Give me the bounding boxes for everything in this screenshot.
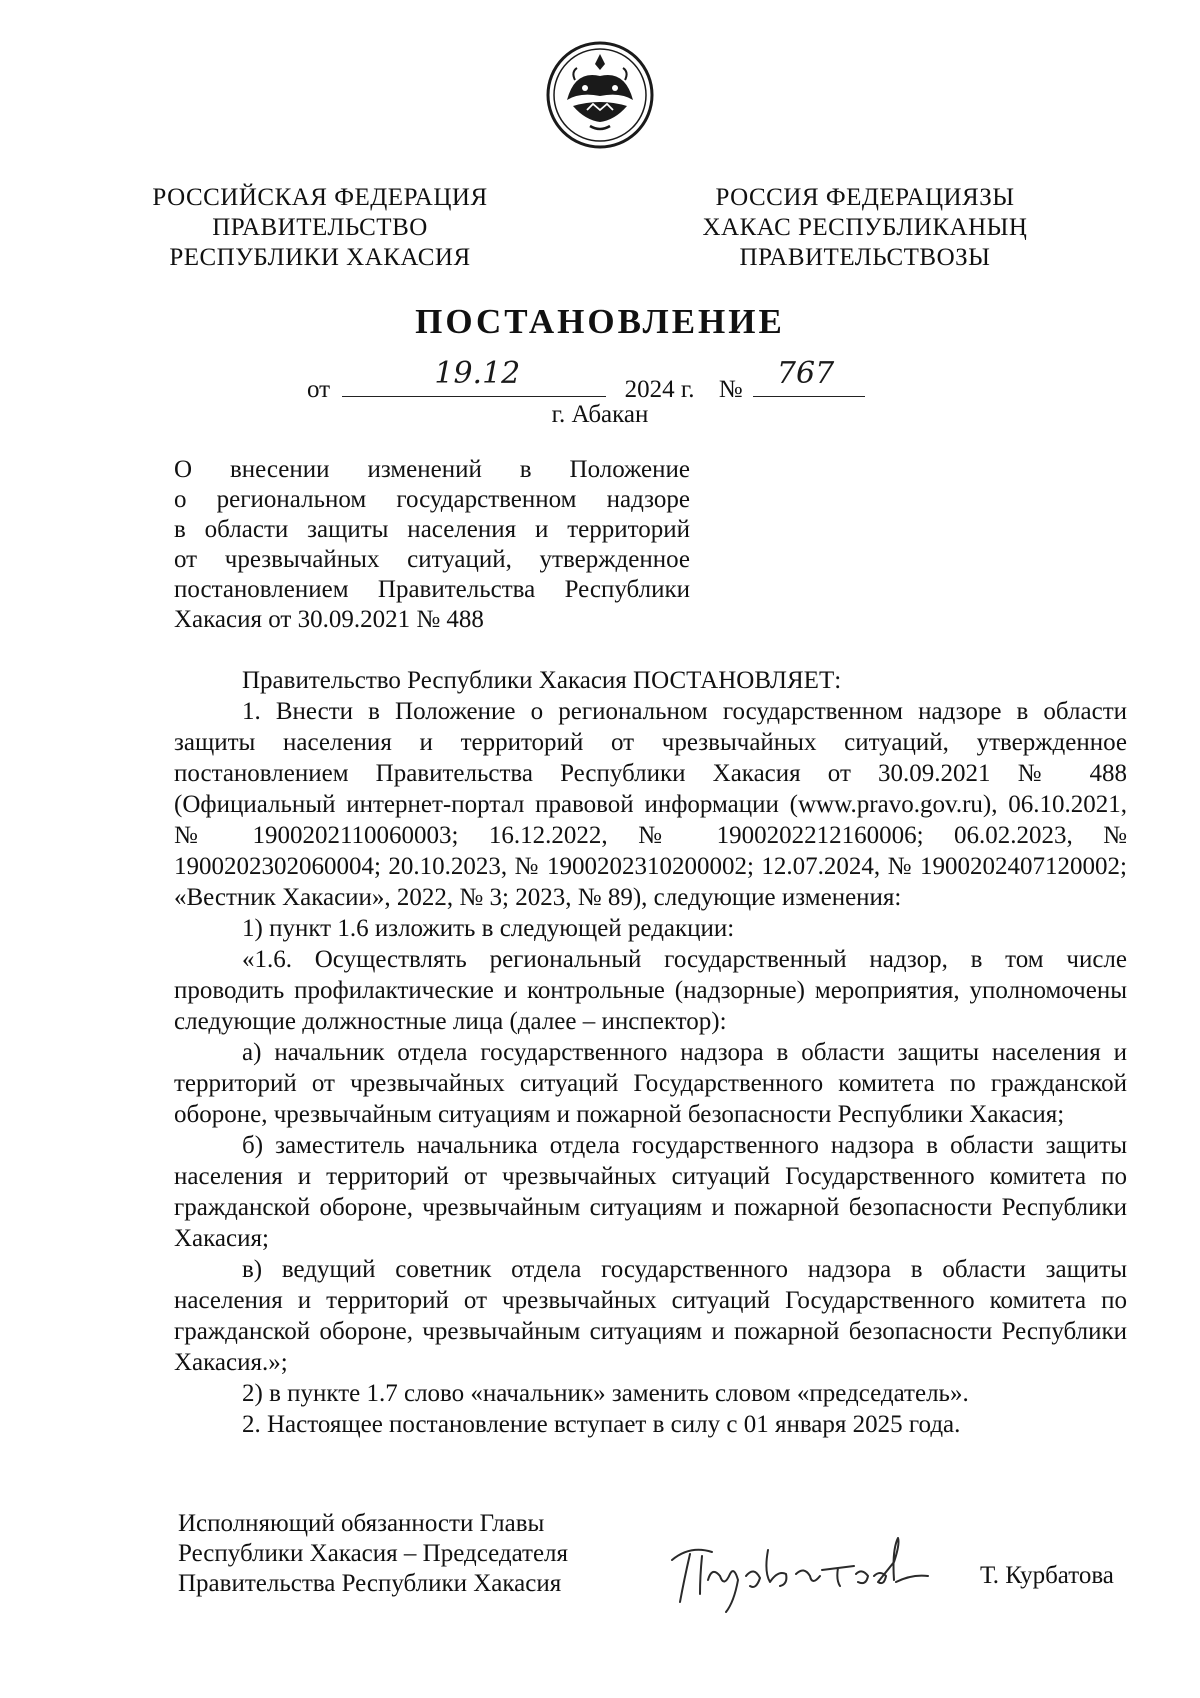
header-right xyxy=(665,183,1065,273)
number-blank xyxy=(753,356,865,397)
document-subject xyxy=(174,455,690,635)
handwritten-signature xyxy=(650,1510,950,1620)
body-paragraph: «1.6. Осуществлять региональный государственный надзор, в том числе проводить профилактические и контрольные (надзорные) мероприятия, уполномочены следующие должностные лица (далее – инспектор): xyxy=(174,946,1127,1035)
header-right-line: РОССИЯ ФЕДЕРАЦИЯЗЫ xyxy=(715,184,1015,211)
date-line xyxy=(307,356,865,404)
document-title: ПОСТАНОВЛЕНИЕ xyxy=(415,302,785,341)
date-year: 2024 г. xyxy=(624,376,695,403)
handwritten-date: 19.12 xyxy=(434,356,521,391)
body-paragraph: 2) в пункте 1.7 слово «начальник» заменить словом «председатель». xyxy=(242,1380,969,1407)
signatory-line: Исполняющий обязанности Главы xyxy=(178,1510,545,1537)
body-paragraph: а) начальник отдела государственного надзора в области защиты населения и территорий от чрезвычайных ситуаций Государственного комитета по гражданской обороне, чрезвычайным ситуациям и пожарной безопасности Республики Хакасия; xyxy=(174,1039,1127,1128)
body-paragraph: 1) пункт 1.6 изложить в следующей редакции: xyxy=(242,915,735,942)
subject-line: в области защиты населения и территорий xyxy=(174,516,690,543)
city: г. Абакан xyxy=(551,401,649,428)
body-paragraph: в) ведущий советник отдела государственного надзора в области защиты населения и территорий от чрезвычайных ситуаций Государственного комитета по гражданской обороне, чрезвычайным ситуациям и пожарной безопасности Республики Хакасия.»; xyxy=(174,1256,1127,1376)
subject-line: постановлением Правительства Республики xyxy=(174,576,690,603)
body-paragraph: 2. Настоящее постановление вступает в силу с 01 января 2025 года. xyxy=(242,1411,961,1438)
body-paragraph: Правительство Республики Хакасия ПОСТАНОВЛЯЕТ: xyxy=(242,667,842,694)
header-right-line: ПРАВИТЕЛЬСТВОЗЫ xyxy=(739,244,991,271)
subject-line: от чрезвычайных ситуаций, утвержденное xyxy=(174,546,690,573)
signatory-line: Республики Хакасия – Председателя xyxy=(178,1540,569,1567)
subject-line: о региональном государственном надзоре xyxy=(174,486,690,513)
signatory-name: Т. Курбатова xyxy=(980,1562,1114,1589)
subject-line: Хакасия от 30.09.2021 № 488 xyxy=(174,606,484,633)
date-prefix: от xyxy=(307,376,331,403)
header-right-line: ХАКАС РЕСПУБЛИКАНЫҢ xyxy=(702,214,1028,241)
body-paragraph: б) заместитель начальника отдела государственного надзора в области защиты населения и территорий от чрезвычайных ситуаций Государственного комитета по гражданской обороне, чрезвычайным ситуациям и пожарной безопасности Республики Хакасия; xyxy=(174,1132,1127,1252)
document-body xyxy=(174,665,1127,1440)
handwritten-number: 767 xyxy=(776,356,835,391)
signatory-position xyxy=(178,1509,568,1599)
header-left-line: РЕСПУБЛИКИ ХАКАСИЯ xyxy=(169,244,471,271)
number-sign: № xyxy=(718,376,743,403)
signatory-line: Правительства Республики Хакасия xyxy=(178,1570,562,1597)
header-left-line: РОССИЙСКАЯ ФЕДЕРАЦИЯ xyxy=(152,184,488,211)
date-blank xyxy=(342,356,606,397)
subject-line: О внесении изменений в Положение xyxy=(174,456,690,483)
body-paragraph: 1. Внести в Положение о региональном государственном надзоре в области защиты населения и территорий от чрезвычайных ситуаций, утвержденное постановлением Правительства Республики Хакасия от 30.09.2021 № 488 (Официальный интернет-портал правовой информации (www.pravo.gov.ru), 06.10.2021, № 1900202110060003; 16.12.2022, № 1900202212160006; 06.02.2023, № 1900202302060004; 20.10.2023, № 1900202310200002; 12.07.2024, № 1900202407120002; «Вестник Хакасии», 2022, № 3; 2023, № 89), следующие изменения: xyxy=(174,698,1127,911)
header-left-line: ПРАВИТЕЛЬСТВО xyxy=(212,214,428,241)
coat-of-arms-icon xyxy=(545,40,655,150)
header-left xyxy=(150,183,490,273)
